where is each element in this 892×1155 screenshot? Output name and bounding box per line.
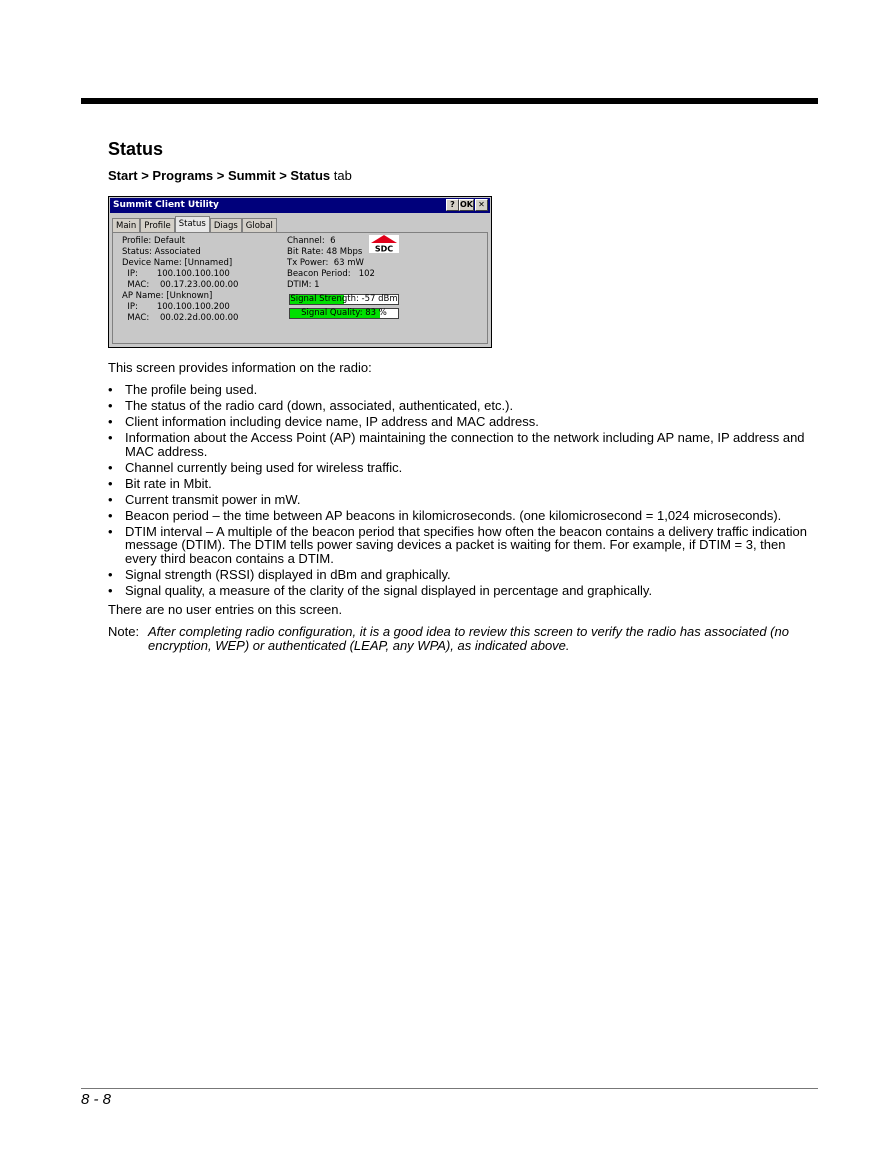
window-title: Summit Client Utility	[113, 200, 219, 210]
tab-profile[interactable]: Profile	[140, 218, 174, 233]
ap-ip-line: IP: 100.100.100.200	[122, 302, 230, 312]
signal-strength-label: Signal Strength: -57 dBm	[290, 294, 398, 304]
window-title-bar	[110, 198, 490, 213]
status-panel	[112, 232, 488, 344]
sdc-logo-text: SDC	[374, 244, 394, 253]
status-line: Status: Associated	[122, 247, 201, 257]
device-ip-line: IP: 100.100.100.100	[122, 269, 230, 279]
signal-quality-bar	[289, 308, 399, 319]
no-entries-text: There are no user entries on this screen.	[108, 602, 343, 617]
close-button[interactable]: ✕	[475, 199, 488, 211]
status-screenshot	[108, 196, 492, 348]
bullet-list	[108, 383, 820, 600]
tx-power-line: Tx Power: 63 mW	[287, 258, 364, 268]
top-rule	[81, 98, 818, 104]
bullet-item: • Bit rate in Mbit.	[108, 477, 820, 491]
bullet-item: • Channel currently being used for wireless traffic.	[108, 461, 820, 475]
ok-button[interactable]: OK	[460, 200, 473, 209]
breadcrumb-suffix: tab	[330, 168, 352, 183]
bullet-item: • Information about the Access Point (AP) maintaining the connection to the network including AP name, IP address and MAC address.	[108, 431, 820, 458]
sdc-logo-icon	[369, 235, 399, 253]
beacon-period-line: Beacon Period: 102	[287, 269, 375, 279]
tab-strip	[112, 216, 277, 232]
breadcrumb-path: Start > Programs > Summit > Status	[108, 168, 331, 183]
breadcrumb	[108, 168, 352, 183]
ap-name-line: AP Name: [Unknown]	[122, 291, 213, 301]
note-label: Note:	[108, 624, 140, 639]
tab-global[interactable]: Global	[242, 218, 277, 233]
device-name-line: Device Name: [Unnamed]	[122, 258, 233, 268]
ap-mac-line: MAC: 00.02.2d.00.00.00	[122, 313, 239, 323]
signal-quality-label: Signal Quality: 83 %	[301, 308, 387, 318]
bullet-item: • DTIM interval – A multiple of the beacon period that specifies how often the beacon contains a delivery traffic indication message (DTIM). The DTIM tells power saving devices a packet is waiting for them. For example, if DTIM = 3, then every third beacon contains a DTIM.	[108, 525, 820, 566]
bullet-item: • Client information including device name, IP address and MAC address.	[108, 415, 820, 429]
bullet-item: • The status of the radio card (down, associated, authenticated, etc.).	[108, 399, 820, 413]
bit-rate-line: Bit Rate: 48 Mbps	[287, 247, 363, 257]
tab-main[interactable]: Main	[112, 218, 140, 233]
profile-line: Profile: Default	[122, 236, 186, 246]
tab-status[interactable]: Status	[175, 216, 210, 233]
dtim-line: DTIM: 1	[287, 280, 320, 290]
device-mac-line: MAC: 00.17.23.00.00.00	[122, 280, 239, 290]
tab-diags[interactable]: Diags	[210, 218, 242, 233]
bullet-item: • The profile being used.	[108, 383, 820, 397]
bullet-item: • Signal quality, a measure of the clarity of the signal displayed in percentage and graphically.	[108, 584, 820, 598]
help-button[interactable]: ?	[446, 199, 459, 211]
bullet-item: • Beacon period – the time between AP beacons in kilomicroseconds. (one kilomicrosecond = 1,024 microseconds).	[108, 509, 820, 523]
intro-text: This screen provides information on the radio:	[108, 360, 372, 375]
bullet-item: • Current transmit power in mW.	[108, 493, 820, 507]
note-text: After completing radio configuration, it is a good idea to review this screen to verify the radio has associated (no encryption, WEP) or authenticated (LEAP, any WPA), as indicated above.	[148, 624, 789, 653]
page-number: 8 - 8	[81, 1091, 112, 1108]
note	[108, 625, 820, 652]
signal-strength-bar	[289, 294, 399, 305]
sdc-logo	[369, 235, 399, 253]
section-title: Status	[108, 139, 164, 159]
channel-line: Channel: 6	[287, 236, 336, 246]
bullet-item: • Signal strength (RSSI) displayed in dBm and graphically.	[108, 568, 820, 582]
bottom-rule	[81, 1088, 818, 1089]
